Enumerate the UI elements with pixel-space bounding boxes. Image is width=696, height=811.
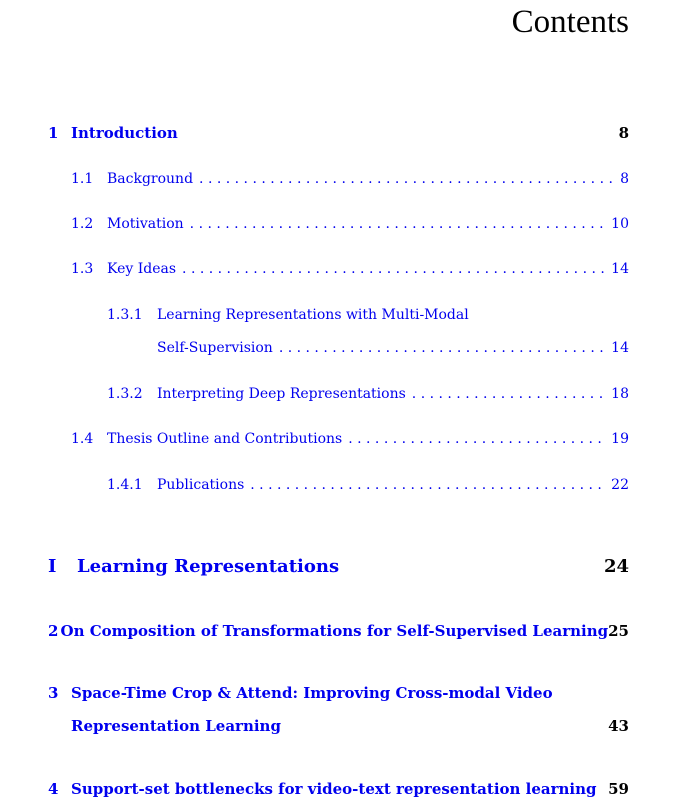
dot-leader <box>199 171 614 187</box>
chapter-title-line2: Representation Learning <box>71 717 281 735</box>
section-title: Thesis Outline and Contributions <box>107 431 343 447</box>
toc-entry-section-1-1[interactable] <box>71 171 629 187</box>
part-title: Learning Representations <box>77 556 340 577</box>
dot-leader <box>250 477 605 493</box>
part-number: I <box>48 556 57 577</box>
section-number: 1.1 <box>71 171 94 187</box>
toc-entry-subsection-1-3-1[interactable] <box>107 307 629 323</box>
dot-leader <box>412 386 605 402</box>
page-number: 43 <box>608 717 629 735</box>
page-number: 8 <box>618 124 629 142</box>
chapter-title: On Composition of Transformations for Self-Supervised Learning <box>60 622 609 640</box>
page-title: Contents <box>511 4 629 40</box>
toc-entry-chapter-4[interactable] <box>48 780 629 798</box>
toc-entry-section-1-4[interactable] <box>71 431 629 447</box>
section-number: 1.4 <box>71 431 94 447</box>
page-number: 25 <box>608 622 629 640</box>
toc-entry-subsection-1-3-1-continued[interactable] <box>157 340 629 356</box>
toc-entry-chapter-2[interactable] <box>48 622 629 640</box>
toc-entry-chapter-3-continued[interactable] <box>71 717 629 735</box>
section-number: 1.3 <box>71 261 94 277</box>
chapter-number: 4 <box>48 780 59 798</box>
chapter-number: 2 <box>48 622 59 640</box>
subsection-number: 1.4.1 <box>107 477 143 493</box>
page-number: 18 <box>611 386 629 402</box>
chapter-number: 3 <box>48 684 59 702</box>
page-number: 8 <box>620 171 629 187</box>
toc-entry-subsection-1-3-2[interactable] <box>107 386 629 402</box>
toc-entry-section-1-2[interactable] <box>71 216 629 232</box>
subsection-title: Interpreting Deep Representations <box>157 386 406 402</box>
toc-entry-chapter-1[interactable] <box>48 124 629 142</box>
dot-leader <box>348 431 605 447</box>
subsection-title: Publications <box>157 477 245 493</box>
subsection-title-line1: Learning Representations with Multi-Modal <box>157 307 469 323</box>
chapter-title-line1: Space-Time Crop & Attend: Improving Cross-modal Video <box>71 684 553 702</box>
page-number: 14 <box>611 340 629 356</box>
page-number: 24 <box>603 556 629 577</box>
section-number: 1.2 <box>71 216 94 232</box>
subsection-title-line2: Self-Supervision <box>157 340 273 356</box>
subsection-number: 1.3.2 <box>107 386 143 402</box>
subsection-number: 1.3.1 <box>107 307 143 323</box>
dot-leader <box>190 216 606 232</box>
toc-entry-section-1-3[interactable] <box>71 261 629 277</box>
dot-leader <box>182 261 605 277</box>
section-title: Key Ideas <box>107 261 177 277</box>
chapter-title: Introduction <box>71 124 178 142</box>
page-number: 14 <box>611 261 629 277</box>
dot-leader <box>279 340 605 356</box>
toc-entry-chapter-3[interactable] <box>48 684 629 702</box>
chapter-number: 1 <box>48 124 59 142</box>
page-number: 59 <box>608 780 629 798</box>
toc-entry-subsection-1-4-1[interactable] <box>107 477 629 493</box>
page-number: 10 <box>611 216 629 232</box>
toc-entry-part-1[interactable] <box>48 556 629 577</box>
page-number: 19 <box>611 431 629 447</box>
chapter-title: Support-set bottlenecks for video-text representation learning <box>71 780 597 798</box>
section-title: Motivation <box>107 216 184 232</box>
page-number: 22 <box>611 477 629 493</box>
section-title: Background <box>107 171 194 187</box>
